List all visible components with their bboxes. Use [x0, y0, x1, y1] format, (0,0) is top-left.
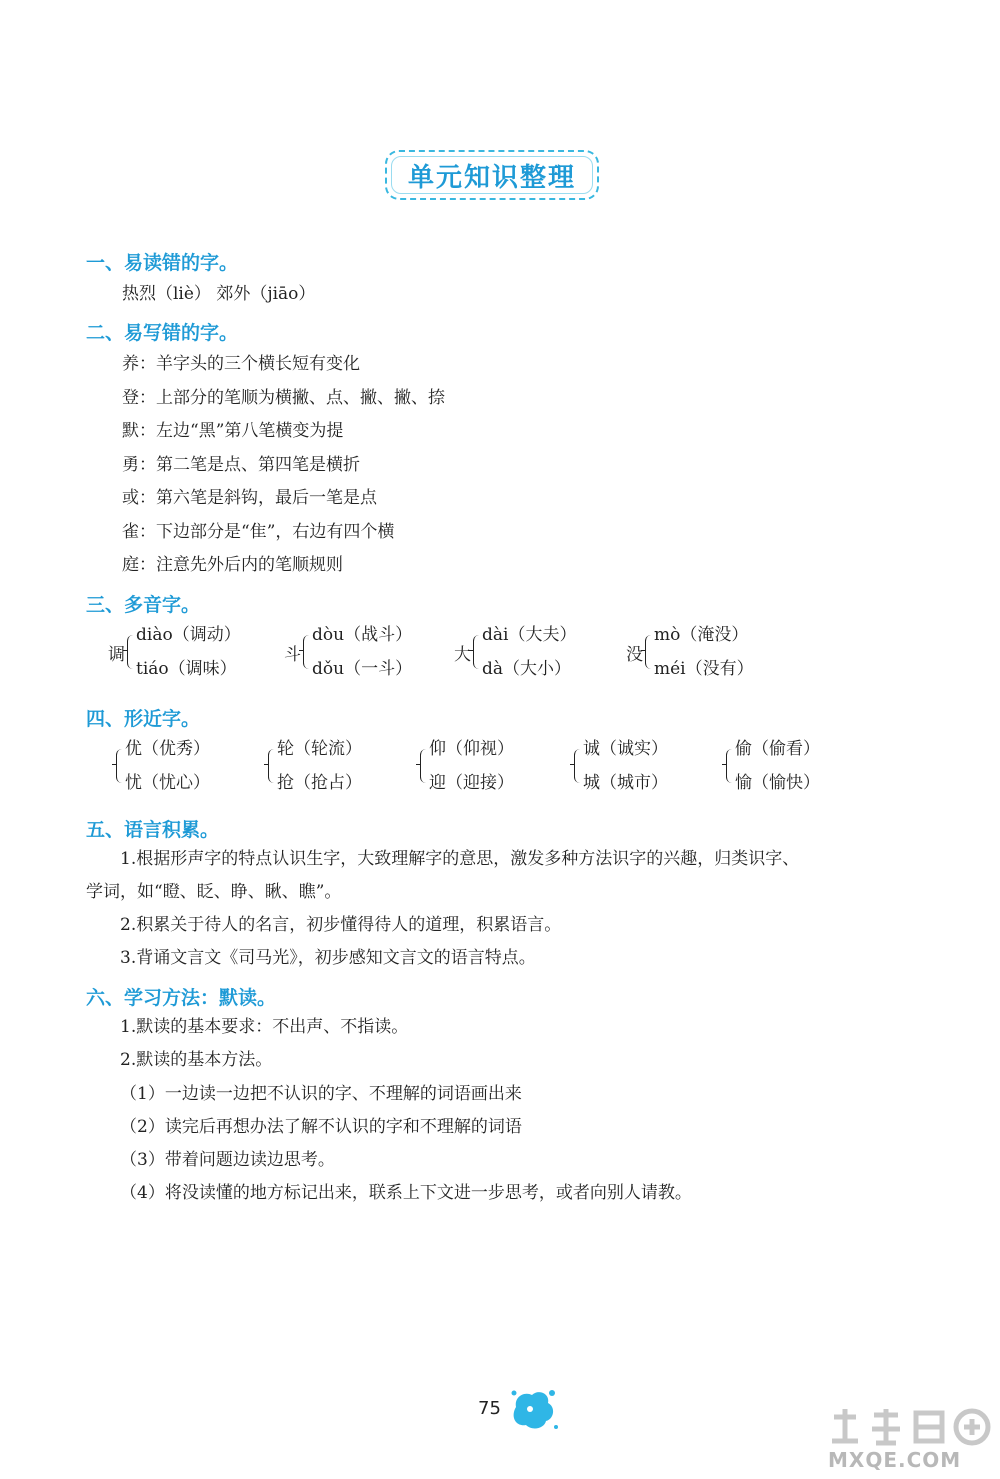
- watermark-text: MXQE.COM: [828, 1448, 962, 1472]
- similar-char: 诚（诚实）: [583, 739, 668, 759]
- brace: [420, 749, 427, 783]
- polyphone-char: 大: [454, 644, 471, 665]
- s2-line: 勇：第二笔是点、第四笔是横折: [122, 455, 360, 475]
- reading: dà（大小）: [482, 659, 572, 679]
- s1-line: 热烈（liè） 郊外（jiāo）: [122, 284, 316, 304]
- brace: [574, 749, 581, 783]
- s2-line: 默：左边“黑”第八笔横变为提: [122, 421, 344, 441]
- heading-6: 六、学习方法：默读。: [86, 987, 277, 1009]
- brace: [645, 635, 652, 669]
- brace: [303, 635, 310, 669]
- similar-char: 偷（偷看）: [735, 739, 820, 759]
- similar-char: 城（城市）: [583, 773, 668, 793]
- similar-char: 忧（忧心）: [125, 773, 210, 793]
- similar-char: 优（优秀）: [125, 739, 210, 759]
- brace: [473, 635, 480, 669]
- s6-line: （2）读完后再想办法了解不认识的字和不理解的词语: [120, 1117, 522, 1137]
- s5-line: 学词，如“瞪、眨、睁、瞅、瞧”。: [86, 882, 342, 902]
- similar-char: 迎（迎接）: [429, 773, 514, 793]
- s2-line: 或：第六笔是斜钩，最后一笔是点: [122, 488, 377, 508]
- polyphone-group: [454, 618, 576, 686]
- similar-char: 愉（愉快）: [735, 773, 820, 793]
- polyphone-group: [284, 618, 412, 686]
- reading: tiáo（调味）: [136, 659, 237, 679]
- s2-line: 登：上部分的笔顺为横撇、点、撇、撇、捺: [122, 388, 445, 408]
- s2-line: 养：羊字头的三个横长短有变化: [122, 354, 360, 374]
- similar-char-group: [574, 732, 668, 800]
- splash-decoration-icon: [508, 1385, 560, 1435]
- s2-line: 雀：下边部分是“隹”，右边有四个横: [122, 522, 395, 542]
- reading: dǒu（一斗）: [312, 659, 413, 679]
- reading: dài（大夫）: [482, 625, 577, 645]
- heading-5: 五、语言积累。: [86, 819, 220, 841]
- similar-char: 仰（仰视）: [429, 739, 514, 759]
- polyphone-group: [626, 618, 754, 686]
- brace: [127, 635, 134, 669]
- similar-char-group: [268, 732, 362, 800]
- page-number: 75: [478, 1398, 501, 1419]
- polyphone-char: 调: [108, 644, 125, 665]
- s5-line: 1.根据形声字的特点认识生字，大致理解字的意思，激发多种方法识字的兴趣，归类识字、: [120, 849, 800, 869]
- reading: méi（没有）: [654, 659, 754, 679]
- heading-1: 一、易读错的字。: [86, 252, 239, 274]
- reading: dòu（战斗）: [312, 625, 413, 645]
- s6-line: 2.默读的基本方法。: [120, 1050, 273, 1070]
- polyphone-char: 斗: [284, 644, 301, 665]
- reading: mò（淹没）: [654, 625, 749, 645]
- similar-char: 抢（抢占）: [277, 773, 362, 793]
- similar-char-group: [420, 732, 514, 800]
- heading-4: 四、形近字。: [86, 708, 201, 730]
- brace: [116, 749, 123, 783]
- s2-line: 庭：注意先外后内的笔顺规则: [122, 555, 343, 575]
- s6-line: （4）将没读懂的地方标记出来，联系上下文进一步思考，或者向别人请教。: [120, 1183, 692, 1203]
- s5-line: 2.积累关于待人的名言，初步懂得待人的道理，积累语言。: [120, 915, 562, 935]
- brace: [268, 749, 275, 783]
- polyphone-group: [108, 618, 241, 686]
- heading-3: 三、多音字。: [86, 594, 201, 616]
- section-title-box: [385, 150, 599, 200]
- s6-line: （3）带着问题边读边思考。: [120, 1150, 335, 1170]
- s6-line: （1）一边读一边把不认识的字、不理解的词语画出来: [120, 1084, 522, 1104]
- similar-char-group: [726, 732, 820, 800]
- similar-char-group: [116, 732, 210, 800]
- page-title: 单元知识整理: [407, 162, 576, 193]
- reading: diào（调动）: [136, 625, 241, 645]
- heading-2: 二、易写错的字。: [86, 322, 239, 344]
- similar-char: 轮（轮流）: [277, 739, 362, 759]
- polyphone-char: 没: [626, 644, 643, 665]
- s6-line: 1.默读的基本要求：不出声、不指读。: [120, 1017, 409, 1037]
- s5-line: 3.背诵文言文《司马光》，初步感知文言文的语言特点。: [120, 948, 536, 968]
- brace: [726, 749, 733, 783]
